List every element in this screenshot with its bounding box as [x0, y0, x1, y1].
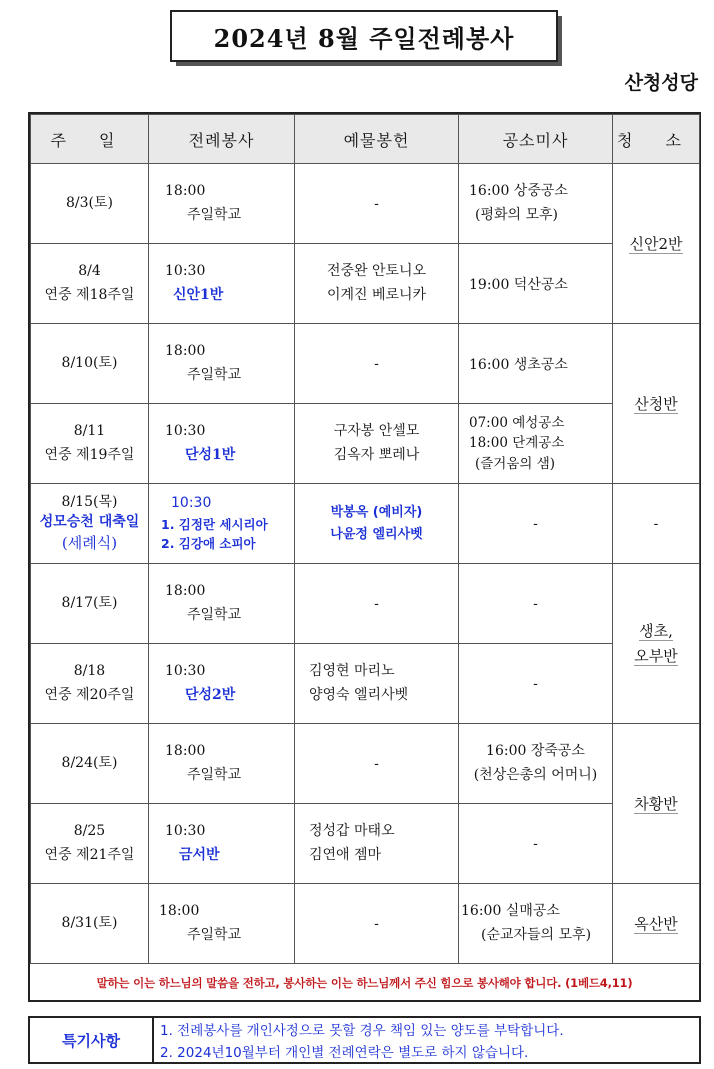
mission-cell: -: [459, 484, 613, 564]
table-row: [31, 484, 700, 564]
mission-cell: -: [459, 804, 613, 884]
table-row: [31, 404, 700, 484]
mission-cell: 16:00 상중공소 (평화의 모후): [459, 164, 613, 244]
offering-cell: -: [295, 164, 459, 244]
notes-box: [28, 1016, 701, 1064]
date-cell: 8/4 연중 제18주일: [31, 244, 149, 324]
header-mission-mass: 공소미사: [459, 115, 613, 164]
date-cell: 8/15(목) 성모승천 대축일 (세례식): [31, 484, 149, 564]
mission-cell: -: [459, 564, 613, 644]
service-cell: 18:00 주일학교: [149, 324, 295, 404]
page-title: 2024년 8월 주일전례봉사: [170, 10, 558, 62]
service-cell: 10:30 단성1반: [149, 404, 295, 484]
mission-cell: 16:00 실매공소 (순교자들의 모후): [459, 884, 613, 964]
service-cell: 10:30 단성2반: [149, 644, 295, 724]
offering-cell: 전중완 안토니오 이계진 베로니카: [295, 244, 459, 324]
table-row: [31, 724, 700, 804]
header-cleaning: 청 소: [613, 115, 700, 164]
service-cell: 10:30 신안1반: [149, 244, 295, 324]
service-cell: 10:30 1. 김정란 세시리아 2. 김강애 소피아: [149, 484, 295, 564]
offering-cell: 김영현 마리노 양영숙 엘리사벳: [295, 644, 459, 724]
table-row: [31, 644, 700, 724]
scripture-verse: 말하는 이는 하느님의 말씀을 전하고, 봉사하는 이는 하느님께서 주신 힘으로 봉사해야 합니다. (1베드4,11): [96, 976, 633, 990]
table-row: [31, 804, 700, 884]
date-cell: 8/11 연중 제19주일: [31, 404, 149, 484]
mission-cell: -: [459, 644, 613, 724]
date-cell: 8/10(토): [31, 324, 149, 404]
mission-cell: 19:00 덕산공소: [459, 244, 613, 324]
cleaning-cell: 생초, 오부반: [613, 564, 700, 724]
parish-name: 산청성당: [624, 72, 698, 94]
service-cell: 18:00 주일학교: [149, 564, 295, 644]
offering-cell: 정성갑 마태오 김연애 젬마: [295, 804, 459, 884]
service-cell: 18:00 주일학교: [149, 164, 295, 244]
cleaning-cell: 신안2반: [613, 164, 700, 324]
offering-cell: 박봉옥 (예비자) 나윤정 엘리사벳: [295, 484, 459, 564]
table-row: [31, 564, 700, 644]
mission-cell: 16:00 생초공소: [459, 324, 613, 404]
schedule-table: [30, 114, 700, 964]
date-cell: 8/18 연중 제20주일: [31, 644, 149, 724]
cleaning-cell: 차황반: [613, 724, 700, 884]
notes-body: [154, 1018, 699, 1062]
notes-label: 특기사항: [30, 1018, 154, 1062]
date-cell: 8/25 연중 제21주일: [31, 804, 149, 884]
table-row: [31, 164, 700, 244]
date-cell: 8/24(토): [31, 724, 149, 804]
cleaning-cell: 산청반: [613, 324, 700, 484]
table-header-row: [31, 115, 700, 164]
header-liturgy: 전례봉사: [149, 115, 295, 164]
note-item: 2. 2024년10월부터 개인별 전례연락은 별도로 하지 않습니다.: [160, 1045, 529, 1061]
header-offering: 예물봉헌: [295, 115, 459, 164]
offering-cell: -: [295, 324, 459, 404]
date-cell: 8/3(토): [31, 164, 149, 244]
mission-cell: 16:00 장죽공소 (천상은총의 어머니): [459, 724, 613, 804]
date-cell: 8/31(토): [31, 884, 149, 964]
table-row: [31, 324, 700, 404]
offering-cell: -: [295, 724, 459, 804]
service-cell: 18:00 주일학교: [149, 884, 295, 964]
date-cell: 8/17(토): [31, 564, 149, 644]
offering-cell: -: [295, 884, 459, 964]
service-cell: 18:00 주일학교: [149, 724, 295, 804]
note-item: 1. 전례봉사를 개인사정으로 못할 경우 책임 있는 양도를 부탁합니다.: [160, 1023, 564, 1039]
header-sunday: 주 일: [31, 115, 149, 164]
offering-cell: 구자봉 안셀모 김옥자 뽀레나: [295, 404, 459, 484]
table-row: [31, 244, 700, 324]
service-cell: 10:30 금서반: [149, 804, 295, 884]
table-row: [31, 884, 700, 964]
mission-cell: 07:00 예성공소 18:00 단계공소 (즐거움의 샘): [459, 404, 613, 484]
cleaning-cell: -: [613, 484, 700, 564]
offering-cell: -: [295, 564, 459, 644]
cleaning-cell: 옥산반: [613, 884, 700, 964]
